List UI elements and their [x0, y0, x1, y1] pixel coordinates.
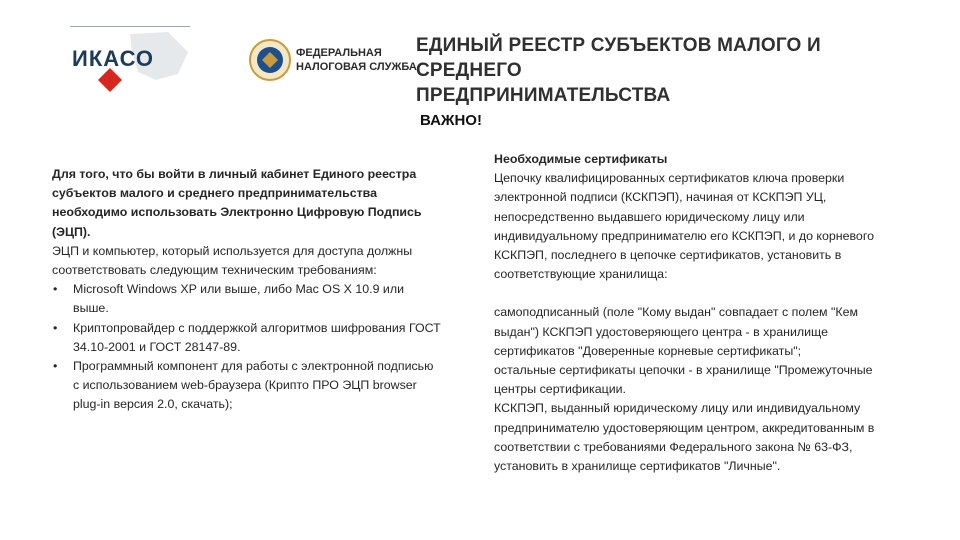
- registry-title-line1: ЕДИНЫЙ РЕЕСТР СУБЪЕКТОВ МАЛОГО И СРЕДНЕГО: [416, 35, 821, 81]
- list-item: • Криптопровайдер с поддержкой алгоритмов шифрования ГОСТ 34.10-2001 и ГОСТ 28147-89.: [52, 319, 442, 357]
- certificates-paragraph-2: самоподписанный (поле "Кому выдан" совпадает с полем "Кем выдан") КСКПЭП удостоверяющего центра - в хранилище сертификатов "Доверенные корневые сертификаты";: [494, 305, 859, 358]
- intro-paragraph: Для того, что бы войти в личный кабинет Единого реестра субъектов малого и среднего предпринимательства необходимо использовать Электронно Цифровую Подпись (ЭЦП).: [52, 167, 422, 239]
- fns-logo-text: [296, 46, 417, 74]
- certificates-paragraph-1: Цепочку квалифицированных сертификатов ключа проверки электронной подписи (КСКПЭП), начиная от КСКПЭП УЦ, непосредственно выдавшего юридическому лицу или индивидуальному предпринимателю его КСКПЭП, и до корневого КСКПЭП, последнего в цепочке сертификатов, установить в соответствующие хранилища:: [494, 171, 874, 282]
- left-column: [52, 165, 442, 415]
- list-item: • Microsoft Windows XP или выше, либо Mac OS X 10.9 или выше.: [52, 280, 442, 318]
- registry-title-line2: ПРЕДПРИНИМАТЕЛЬСТВА: [416, 85, 671, 106]
- list-item: • Программный компонент для работы с электронной подписью с использованием web-браузера (Крипто ПРО ЭЦП browser plug-in версия 2.0, скачать);: [52, 357, 442, 415]
- important-heading: ВАЖНО!: [420, 112, 482, 129]
- spacer: [494, 284, 894, 303]
- certificates-paragraph-4: КСКПЭП, выданный юридическому лицу или индивидуальному предпринимателю удостоверяющим центром, аккредитованным в соответствии с требованиями Федерального закона № 63-ФЗ, установить в хранилище сертификатов "Личные".: [494, 401, 875, 474]
- fns-line1: ФЕДЕРАЛЬНАЯ: [296, 47, 382, 59]
- ikaso-logo-text: ИКАСО: [72, 46, 155, 71]
- certificates-heading: Необходимые сертификаты: [494, 152, 668, 166]
- fns-emblem-icon: [248, 38, 292, 82]
- fns-logo: [248, 38, 417, 88]
- fns-line2: НАЛОГОВАЯ СЛУЖБА: [296, 61, 417, 73]
- certificates-paragraph-3: остальные сертификаты цепочки - в хранилище "Промежуточные центры сертификации.: [494, 363, 873, 397]
- requirements-list: [52, 280, 442, 414]
- ikaso-logo: [60, 22, 200, 102]
- right-column: [494, 150, 894, 476]
- registry-title: [416, 33, 916, 108]
- requirements-paragraph: ЭЦП и компьютер, который используется для доступа должны соответствовать следующим техническим требованиям:: [52, 243, 413, 278]
